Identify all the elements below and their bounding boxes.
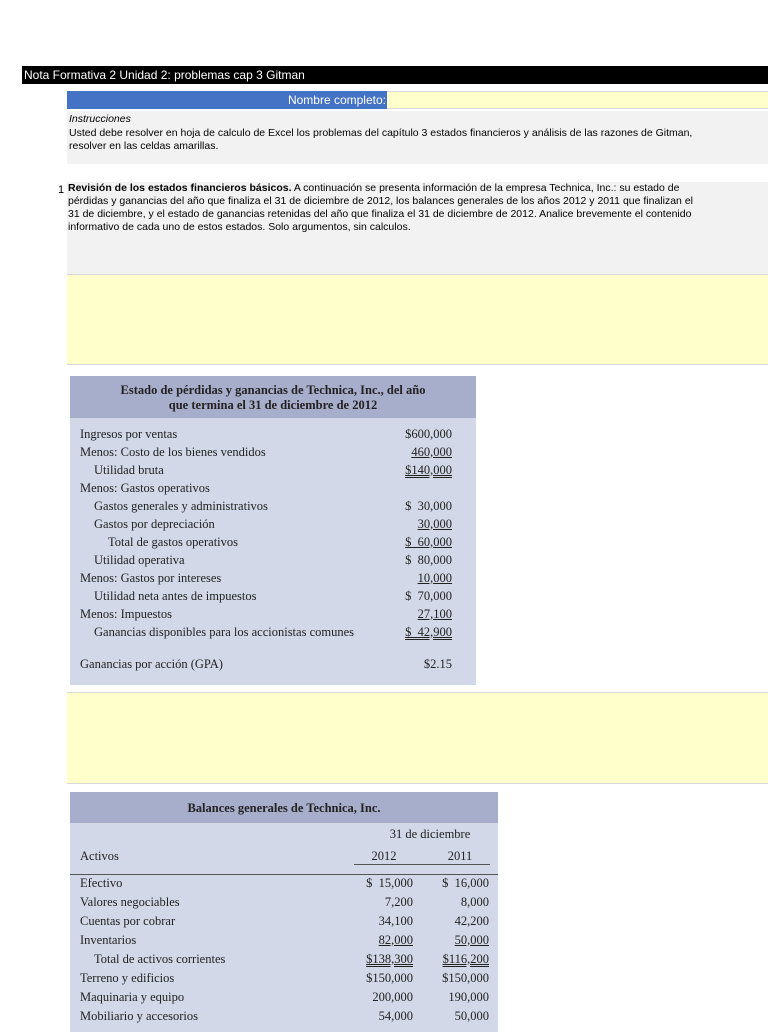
balance-row-2011: 42,200	[454, 914, 489, 928]
balance-row-2012: $138,300	[366, 952, 413, 966]
balance-row-2012: $ 15,000	[366, 876, 413, 890]
income-row-label: Ingresos por ventas	[80, 427, 178, 441]
balance-row-2012: 82,000	[378, 933, 413, 947]
question-1-body: A continuación se presenta información de la empresa Technica, Inc.: su estado de pérdidas y ganancias del año que finaliza el 31 de diciembre de 2012, los balances generales de los años 2012 y 2011 que finalizan el 31 de diciembre, y el estado de ganancias retenidas del año que finaliza el 31 de diciembre de 2012. Analice brevemente el contenido informativo de cada uno de estos estados. Solo argumentos, sin calculos.	[68, 182, 693, 233]
balance-row-label: Efectivo	[80, 876, 123, 890]
income-row-label: Total de gastos operativos	[108, 535, 238, 549]
income-statement	[70, 376, 476, 685]
income-row-value: $ 70,000	[405, 589, 452, 603]
income-row-value: $ 60,000	[405, 535, 452, 549]
income-row-label: Gastos generales y administrativos	[94, 499, 268, 513]
balance-row-2011: 50,000	[454, 933, 489, 947]
balance-sheet-title: Balances generales de Technica, Inc.	[187, 801, 381, 815]
income-row-label: Ganancias por acción (GPA)	[80, 657, 223, 671]
income-row-value: 460,000	[411, 445, 452, 459]
sheet-title: Nota Formativa 2 Unidad 2: problemas cap 3 Gitman	[22, 66, 768, 84]
balance-row-label: Valores negociables	[80, 895, 180, 909]
income-row-value: 27,100	[417, 607, 452, 621]
income-row-value: $ 30,000	[405, 499, 452, 513]
balance-row-label: Inventarios	[80, 933, 137, 947]
balance-row-label: Maquinaria y equipo	[80, 990, 185, 1004]
answer-cell-2[interactable]	[67, 692, 768, 784]
header-rule	[70, 874, 498, 875]
balance-row-2011: $150,000	[442, 971, 489, 985]
balance-row-2011: $116,200	[442, 952, 489, 966]
income-row-label: Ganancias disponibles para los accionistas comunes	[94, 625, 354, 639]
income-row-value: $140,000	[405, 463, 452, 477]
income-row-label: Gastos por depreciación	[94, 517, 215, 531]
date-header-rule	[354, 864, 490, 865]
income-row-value: $ 80,000	[405, 553, 452, 567]
instructions-label: Instrucciones	[69, 113, 131, 125]
year-2012-header: 2012	[371, 849, 397, 863]
balance-row-2011: 8,000	[460, 895, 489, 909]
balance-row-2011: 190,000	[448, 990, 489, 1004]
balance-row-2012: 54,000	[378, 1009, 413, 1023]
balance-row-2012: $150,000	[366, 971, 413, 985]
income-row-value: $2.15	[423, 657, 452, 671]
income-row-value: 10,000	[417, 571, 452, 585]
income-title-line-2: que termina el 31 de diciembre de 2012	[168, 398, 378, 412]
instructions-text: Usted debe resolver en hoja de calculo de Excel los problemas del capítulo 3 estados financieros y análisis de las razones de Gitman, resolver en las celdas amarillas.	[69, 127, 693, 152]
balance-row-2012: 7,200	[384, 895, 413, 909]
year-2011-header: 2011	[447, 849, 473, 863]
question-1-text	[68, 182, 704, 234]
balance-row-2011: 50,000	[454, 1009, 489, 1023]
name-label: Nombre completo:	[67, 91, 387, 109]
balance-row-2012: 200,000	[372, 990, 413, 1004]
income-row-label: Menos: Gastos operativos	[80, 481, 210, 495]
income-row-label: Utilidad operativa	[94, 553, 185, 567]
answer-cell-1[interactable]	[67, 274, 768, 365]
income-row-value: 30,000	[417, 517, 452, 531]
income-row-label: Utilidad neta antes de impuestos	[94, 589, 257, 603]
income-statement-title	[70, 383, 476, 413]
balance-row-2012: 34,100	[378, 914, 413, 928]
assets-section-label: Activos	[80, 849, 119, 863]
name-input[interactable]	[387, 91, 768, 109]
income-row-label: Menos: Gastos por intereses	[80, 571, 222, 585]
income-row-label: Menos: Costo de los bienes vendidos	[80, 445, 266, 459]
date-header: 31 de diciembre	[389, 827, 471, 841]
income-row-value: $600,000	[405, 427, 452, 441]
balance-row-label: Mobiliario y accesorios	[80, 1009, 199, 1023]
question-1-title: Revisión de los estados financieros básicos.	[68, 182, 292, 194]
balance-row-label: Terreno y edificios	[80, 971, 175, 985]
balance-row-label: Total de activos corrientes	[94, 952, 226, 966]
income-row-label: Menos: Impuestos	[80, 607, 173, 621]
balance-row-label: Cuentas por cobrar	[80, 914, 176, 928]
income-title-line-1: Estado de pérdidas y ganancias de Technica, Inc., del año	[120, 383, 426, 397]
question-1-number: 1	[58, 184, 65, 196]
balance-sheet	[70, 792, 498, 1032]
income-row-label: Utilidad bruta	[94, 463, 164, 477]
balance-row-2011: $ 16,000	[442, 876, 489, 890]
income-row-value: $ 42,900	[405, 625, 452, 639]
